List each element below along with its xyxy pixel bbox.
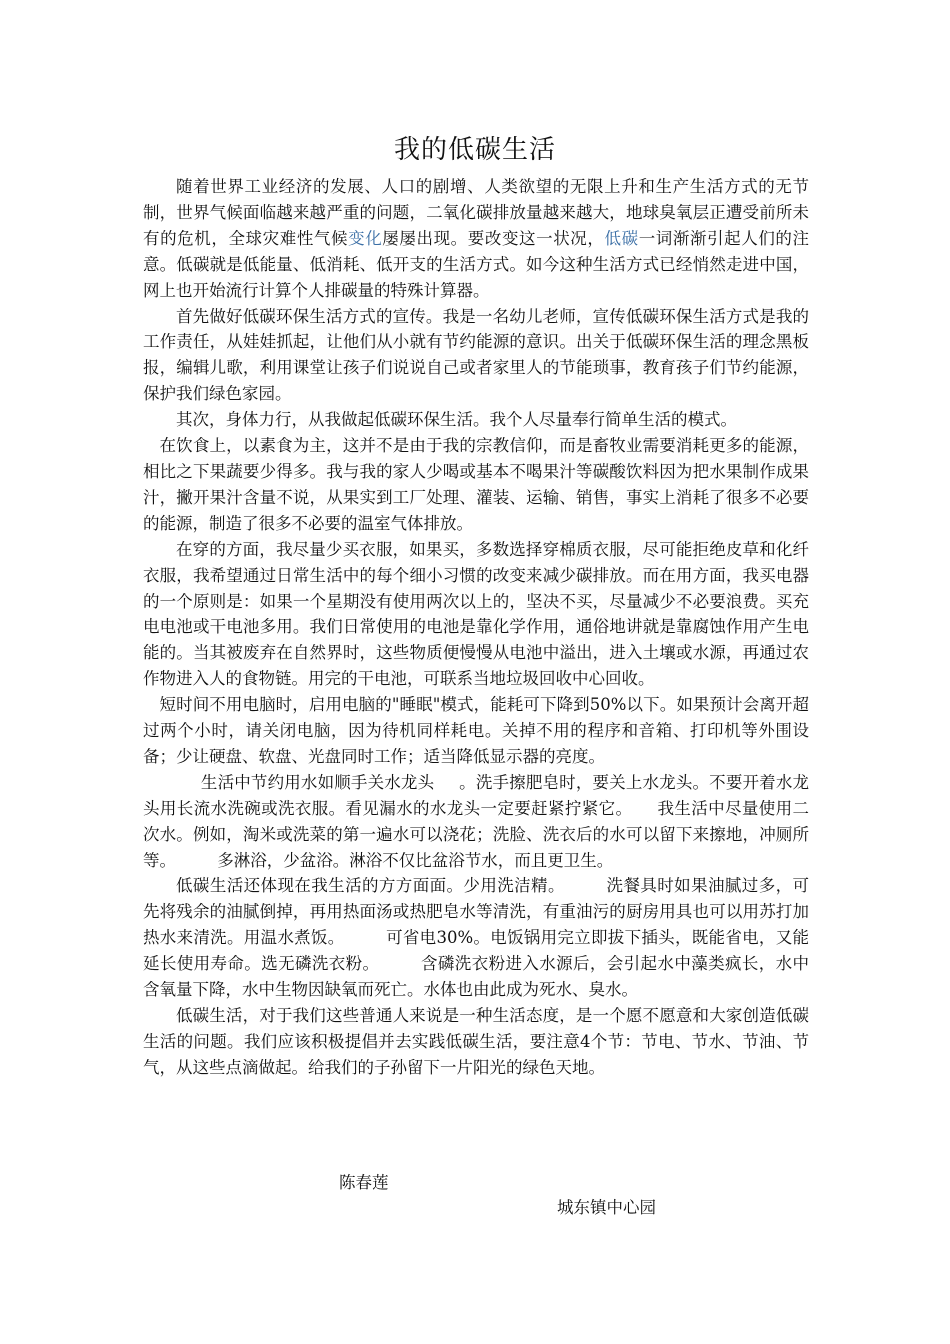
paragraph-daily-life	[143, 873, 809, 1003]
paragraph-promotion: 首先做好低碳环保生活方式的宣传。我是一名幼儿老师，宣传低碳环保生活方式是我的工作责任，从娃娃抓起，让他们从小就有节约能源的意识。出关于低碳环保生活的理念黑板报，编辑儿歌，利用课堂让孩子们说说自己或者家里人的节能琐事，教育孩子们节约能源，保护我们绿色家园。	[143, 306, 809, 404]
document-title: 我的低碳生活	[393, 135, 556, 165]
paragraph-daily-life-part-d: 含磷洗衣粉进入水源后，会引起水中藻类疯长，水中含氧量下降，水中生物因缺氧而死亡。水体也由此成为死水、臭水。	[143, 954, 810, 1000]
paragraph-daily-life-part-b: 洗餐具时如果油腻过多，可先将残余的油腻倒掉，再用热面汤或热肥皂水等清洗，有重油污的厨房用具也可以用苏打加热水来清洗。用温水煮饭。	[143, 876, 810, 948]
document-body	[143, 174, 809, 1081]
paragraph-water-part-c: 我生活中尽量使用二次水。例如，淘米或洗菜的第一遍水可以浇花；洗脸、洗衣后的水可以留下来擦地，冲厕所等。	[143, 798, 809, 870]
paragraph-water-part-b: 。洗手擦肥皂时，要关上水龙头。不要开着水龙头用长流水洗碗或洗衣服。看见漏水的水龙头一定要赶紧拧紧它。	[143, 772, 810, 818]
paragraph-water-part-d: 多淋浴，少盆浴。淋浴不仅比盆浴节水，而且更卫生。	[217, 850, 614, 870]
author-name: 陈春莲	[339, 1173, 389, 1192]
paragraph-water	[143, 770, 809, 874]
paragraph-diet: 在饮食上，以素食为主，这并不是由于我的宗教信仰，而是畜牧业需要消耗更多的能源，相比之下果蔬要少得多。我与我的家人少喝或基本不喝果汁等碳酸饮料因为把水果制作成果汁，撇开果汁含量不说，从果实到工厂处理、灌装、运输、销售，事实上消耗了很多不必要的能源，制造了很多不必要的温室气体排放。	[143, 436, 809, 533]
paragraph-intro-part-c: 一词渐渐引起人们的注意。低碳就是低能量、低消耗、低开支的生活方式。如今这种生活方式已经悄然走进中国，网上也开始流行计算个人排碳量的特殊计算器。	[143, 228, 810, 300]
paragraph-clothing: 在穿的方面，我尽量少买衣服，如果买，多数选择穿棉质衣服，尽可能拒绝皮草和化纤衣服，我希望通过日常生活中的每个细小习惯的改变来减少碳排放。而在用方面，我买电器的一个原则是：如果一个星期没有使用两次以上的，坚决不买，尽量减少不必要浪费。买充电电池或干电池多用。我们日常使用的电池是靠化学作用，通俗地讲就是靠腐蚀作用产生电能的。当其被废弃在自然界时，这些物质便慢慢从电池中溢出，进入土壤或水源，再通过农作物进入人的食物链。用完的干电池，可联系当地垃圾回收中心回收。	[143, 539, 809, 689]
link-change[interactable]: 变化	[348, 228, 383, 248]
link-low-carbon[interactable]: 低碳	[604, 228, 639, 248]
paragraph-intro	[143, 174, 809, 304]
paragraph-practice: 其次，身体力行，从我做起低碳环保生活。我个人尽量奉行简单生活的模式。	[176, 410, 737, 430]
paragraph-conclusion: 低碳生活，对于我们这些普通人来说是一种生活态度，是一个愿不愿意和大家创造低碳生活的问题。我们应该积极提倡并去实践低碳生活，要注意4个节：节电、节水、节油、节气，从这些点滴做起。给我们的子孙留下一片阳光的绿色天地。	[143, 1006, 809, 1077]
paragraph-water-part-a: 生活中节约用水如顺手关水龙头	[200, 772, 435, 792]
paragraph-daily-life-part-c: 可省电30%。电饭锅用完立即拔下插头，既能省电，又能延长使用寿命。选无磷洗衣粉。	[143, 928, 809, 974]
paragraph-computer: 短时间不用电脑时，启用电脑的"睡眠"模式，能耗可下降到50%以下。如果预计会离开超过两个小时，请关闭电脑，因为待机同样耗电。关掉不用的程序和音箱、打印机等外围设备；少让硬盘、软盘、光盘同时工作；适当降低显示器的亮度。	[143, 695, 809, 766]
paragraph-daily-life-part-a: 低碳生活还体现在我生活的方方面面。少用洗洁精。	[176, 876, 565, 896]
paragraph-intro-part-b: 屡屡出现。要改变这一状况，	[382, 228, 605, 248]
organization-name: 城东镇中心园	[557, 1198, 656, 1217]
paragraph-intro-part-a: 随着世界工业经济的发展、人口的剧增、人类欲望的无限上升和生产生活方式的无节制，世界气候面临越来越严重的问题，二氧化碳排放量越来越大，地球臭氧层正遭受前所未有的危机，全球灾难性气候	[143, 177, 809, 248]
